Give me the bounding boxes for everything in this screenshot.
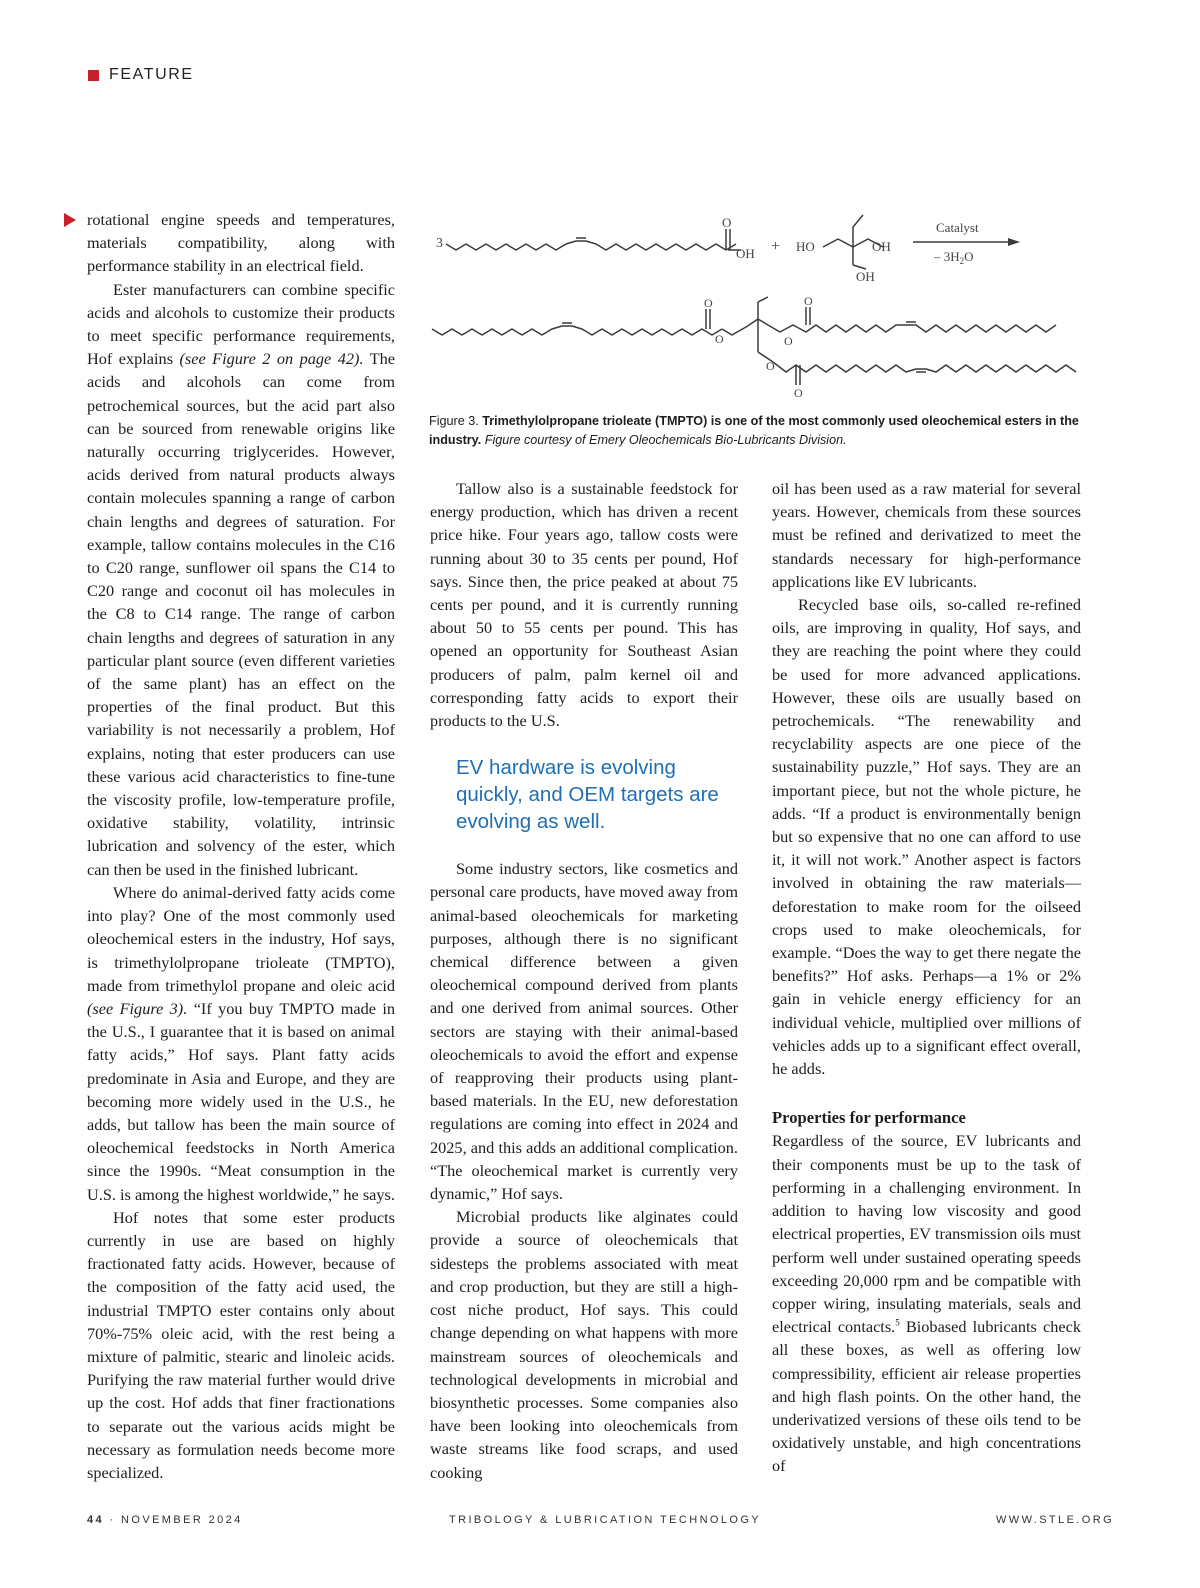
footer-left: 44 · NOVEMBER 2024 — [87, 1514, 243, 1526]
product-o-4: O — [784, 334, 793, 348]
figure-reference: (see Figure 3). — [87, 998, 188, 1018]
issue-date: NOVEMBER 2024 — [121, 1514, 243, 1526]
caption-bold: Trimethylolpropane trioleate (TMPTO) is one of the most commonly used oleochemical esters in the industry. — [429, 414, 1079, 447]
catalyst-label: Catalyst — [936, 220, 979, 235]
acid-carbonyl-o: O — [722, 215, 732, 230]
section-subheading: Properties for performance — [772, 1108, 966, 1128]
paragraph: Hof notes that some ester products currently in use are based on highly fractionated fatty acids. However, because of the composition of the fatty acid used, the industrial TMPTO ester contains only about 70%-75% oleic acid, with the rest being a mixture of palmitic, stearic and linoleic acids. Purifying the raw material further would drive up the cost. Hof adds that finer fractionations to separate out the various acids might be necessary as formulation needs become more specialized. — [87, 1207, 395, 1482]
figure-3-chemical-structure — [428, 207, 1088, 407]
article-column-2 — [430, 477, 738, 1484]
paragraph: Where do animal-derived fatty acids come into play? One of the most commonly used oleochemical esters in the industry, Hof says, is trimethylolpropane trioleate (TMPTO), made from trimethylol propane and oleic acid (see Figure 3). “If you buy TMPTO made in the U.S., I guarantee that it is based on animal fatty acids,” Hof says. Plant fatty acids predominate in Asia and Europe, and they are becoming more widely used in the U.S., he adds, but tallow has been the main source of oleochemical feedstocks in North America since the 1990s. “Meat consumption in the U.S. is among the highest worldwide,” he says. — [87, 882, 395, 1204]
product-o-5: O — [766, 359, 775, 373]
tmpto-reaction-diagram — [428, 207, 1088, 407]
product-o-6: O — [794, 386, 803, 400]
section-label-text: FEATURE — [109, 66, 194, 83]
paragraph: rotational engine speeds and temperatures, materials compatibility, along with performance stability in an electrical field. — [87, 210, 395, 276]
paragraph: Microbial products like alginates could provide a source of oleochemicals that sidesteps the problems associated with meat and crop production, but they are still a high-cost niche product, Hof says. This could change depending on what happens with more mainstream sources of oleochemicals and technological developments in microbial and biosynthetic processes. Some companies also have been looking into oleochemicals from waste streams like food scraps, and used cooking — [430, 1207, 738, 1482]
paragraph: oil has been used as a raw material for several years. However, chemicals from these sources must be refined and derivatized to meet the standards necessary for high-performance applications like EV lubricants. — [772, 479, 1081, 591]
acid-oh: OH — [736, 246, 755, 261]
water-byproduct: – $3H_2O$ — [934, 249, 974, 266]
plus-sign: + — [771, 238, 781, 255]
page-number: 44 — [87, 1514, 105, 1526]
oleic-acid-chain — [446, 241, 736, 250]
reaction-arrow-head — [1008, 238, 1020, 246]
figure-caption — [429, 412, 1089, 450]
tmp-oh-bottom: OH — [856, 269, 875, 284]
paragraph: Regardless of the source, EV lubricants and their components must be up to the task of performing in a challenging environment. In addition to having low viscosity and good electrical properties, EV transmission oils must perform well under sustained operating speeds exceeding 20,000 rpm and be compatible with copper wiring, insulating materials, seals and electrical contacts.$^5$ Biobased lubricants check all these boxes, as well as offering low compressibility, efficient air release properties and high flash points. On the other hand, the underivatized versions of these oils tend to be oxidatively unstable, and high concentrations of — [772, 1131, 1081, 1476]
tmpto-chain-right — [768, 325, 1056, 332]
caption-label: Figure 3. — [429, 414, 483, 428]
section-label — [88, 66, 194, 84]
coefficient-label: 3 — [436, 236, 443, 251]
paragraph: Some industry sectors, like cosmetics and personal care products, have moved away from animal-based oleochemicals for marketing purposes, although there is no significant chemical difference between a given oleochemical compound derived from plants and one derived from animal sources. Other sectors are staying with their animal-based oleochemicals to avoid the effort and expense of reapproving their products using plant-based materials. In the EU, new deforestation regulations are coming into effect in 2024 and 2025, and this adds an additional complication. “The oleochemical market is currently very dynamic,” Hof says. — [430, 859, 738, 1204]
product-o-3: O — [804, 294, 813, 308]
product-o-2: O — [715, 332, 724, 346]
paragraph: Ester manufacturers can combine specific acids and alcohols to customize their products to meet specific performance requirements, Hof explains (see Figure 2 on page 42). The acids and alcohols can come from petrochemical sources, but the acid part also can be sourced from renewable origins like naturally occurring triglycerides. However, acids derived from natural products always contain molecules spanning a range of carbon chain lengths and degrees of saturation. For example, tallow contains molecules in the C16 to C20 range, sunflower oil spans the C14 to C20 range and coconut oil has molecules in the C8 to C14 range. The range of carbon chain lengths and degrees of saturation in any particular plant source (even different varieties of the same plant) has an effect on the properties of the final product. But this variability is not necessarily a problem, Hof explains, noting that ester producers can use these various acid characteristics to fine-tune the viscosity profile, low-temperature profile, oxidative stability, volatility, intrinsic lubrication and solvency of the ester, which can then be used in the finished lubricant. — [87, 279, 395, 879]
article-column-3 — [772, 477, 1081, 1478]
article-column-1 — [87, 208, 395, 1484]
continuation-arrow-icon — [64, 213, 76, 227]
figure-reference: (see Figure 2 on page 42). — [179, 349, 364, 369]
tmpto-chain-bottom — [773, 362, 1076, 372]
website-url: WWW.STLE.ORG — [996, 1514, 1115, 1526]
pull-quote: EV hardware is evolving quickly, and OEM targets are evolving as well. — [456, 756, 719, 834]
tmpto-chain-left — [432, 326, 722, 335]
tmp-ho: HO — [796, 239, 815, 254]
paragraph: Recycled base oils, so-called re-refined oils, are improving in quality, Hof says, and they are reaching the point where they could be used for more advanced applications. However, these oils are usually based on petrochemicals. “The renewability and recyclability aspects are one piece of the sustainability puzzle,” Hof says. They are an important piece, but not the whole picture, he adds. “If a product is environmentally benign but so expensive that no one can afford to use it, it will not work.” Another aspect is factors involved in obtaining the raw materials—deforestation to make room for the oilseed crops used to make oleochemicals, for example. “Does the way to get there negate the benefits?” Hof asks. Perhaps—a 1% or 2% gain in vehicle energy efficiency for an individual vehicle, multiplied over millions of vehicles adds up to a significant effect overall, he adds. — [772, 595, 1081, 1079]
footnote-reference: 5 — [895, 1317, 900, 1328]
paragraph: Tallow also is a sustainable feedstock for energy production, which has driven a recent price hike. Four years ago, tallow costs were running about 30 to 35 cents per pound, Hof says. Since then, the price peaked at about 75 cents per pound, and it is currently running about 50 to 55 cents per pound. This has opened an opportunity for Southeast Asian producers of palm, palm kernel oil and corresponding fatty acids to export their products to the U.S. — [430, 479, 738, 731]
tmp-oh-right: OH — [872, 239, 891, 254]
caption-credit: Figure courtesy of Emery Oleochemicals Bio-Lubricants Division. — [481, 433, 847, 447]
product-o-1: O — [704, 296, 713, 310]
magazine-title: TRIBOLOGY & LUBRICATION TECHNOLOGY — [449, 1514, 762, 1526]
section-marker-square — [88, 70, 99, 81]
